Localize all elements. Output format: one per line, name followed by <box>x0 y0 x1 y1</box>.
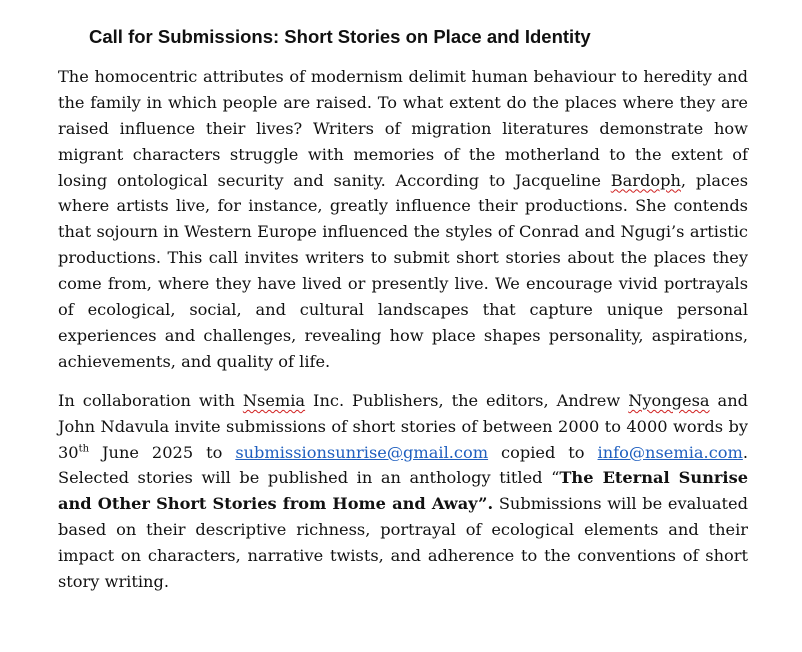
intro-text: The homocentric attributes of modernism delimit human behaviour to heredity and the family in which people are raised. To what extent do the places where they are raised influence their lives? Writers of migration literatures demonstrate how migrant characters struggle with memories of the motherland to the extent of losing ontological security and sanity. According to Jacqueline <box>58 66 748 190</box>
info-email-link[interactable]: info@nsemia.com <box>597 442 743 462</box>
submission-text-7: Submissions will be evaluated based on their descriptive richness, portrayal of ecological elements and their impact on characters, narrative twists, and adherence to the conventions of short story writing. <box>58 494 748 592</box>
spellcheck-word-bardoph: Bardoph <box>610 170 681 190</box>
submission-text-3: and John Ndavula invite submissions of short stories of between 2000 to 4000 words by 30 <box>58 390 748 462</box>
submission-text-6: . Selected stories will be published in an anthology titled “ <box>58 442 749 488</box>
anthology-title: The Eternal Sunrise and Other Short Stories from Home and Away”. <box>58 468 748 514</box>
intro-paragraph <box>58 64 748 375</box>
ordinal-suffix: th <box>78 443 90 455</box>
intro-text-continued: , places where artists live, for instance, greatly influence their productions. She contends that sojourn in Western Europe influenced the styles of Conrad and Ngugi’s artistic productions. This call invites writers to submit short stories about the places they come from, where they have lived or presently live. We encourage vivid portrayals of ecological, social, and cultural landscapes that capture unique personal experiences and challenges, revealing how place shapes personality, aspirations, achievements, and quality of life. <box>58 170 749 371</box>
spellcheck-word-nsemia: Nsemia <box>242 390 306 410</box>
submission-text-1: In collaboration with <box>58 390 243 410</box>
submission-text-5: copied to <box>488 442 598 462</box>
document-page <box>58 24 748 608</box>
submission-text-4: June 2025 to <box>89 442 236 462</box>
submission-email-link[interactable]: submissionsunrise@gmail.com <box>235 442 489 462</box>
document-title: Call for Submissions: Short Stories on Place and Identity <box>89 26 591 47</box>
submission-paragraph <box>58 388 748 595</box>
submission-text-2: Inc. Publishers, the editors, Andrew <box>305 390 629 410</box>
spellcheck-word-nyongesa: Nyongesa <box>628 390 710 410</box>
